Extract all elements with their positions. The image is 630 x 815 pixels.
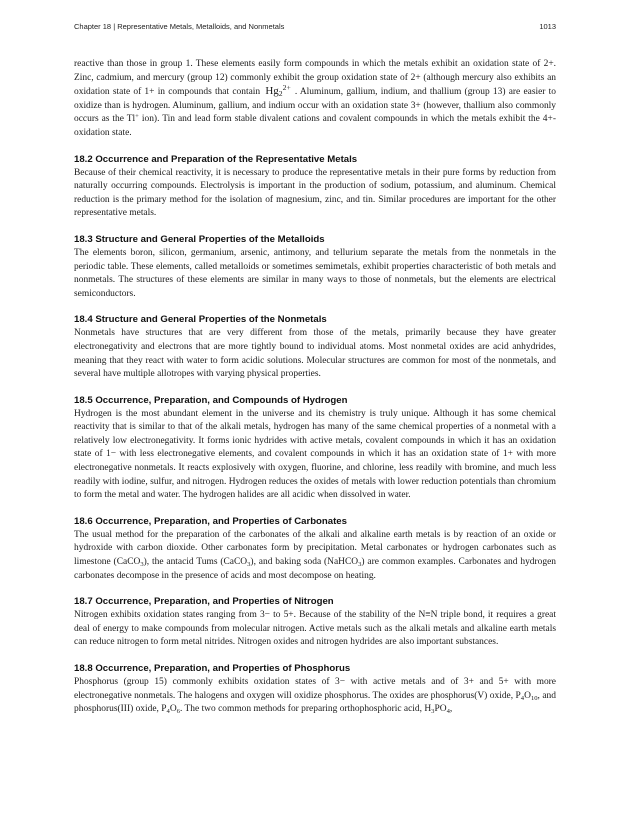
- formula-charge: 2+: [282, 83, 291, 93]
- text-run: . Aluminum, gallium, indium, and thallium (group 13) are easier to oxidize than is hydrogen. Aluminum, gallium, and indium occur with an oxidation state 3+ (however, thallium also commonly occurs as the Tl: [74, 87, 556, 125]
- formula-subscript: 4: [166, 708, 170, 716]
- section-heading: 18.7 Occurrence, Preparation, and Properties of Nitrogen: [74, 596, 334, 608]
- text-run: ) are common examples. Carbonates and hydrogen carbonates decompose in the presence of acids and most decompose on heating.: [74, 557, 557, 581]
- text-run: ,: [449, 704, 453, 715]
- formula-subscript: 2: [278, 89, 283, 99]
- section-body: The elements boron, silicon, germanium, arsenic, antimony, and tellurium separate the metals from the nonmetals in the periodic table. These elements, called metalloids or sometimes semimetals, exhibit properties characteristic of both metals and nonmetals. The structures of these elements are similar in many ways to those of nonmetals, but the elements are electrical semiconductors.: [74, 247, 556, 299]
- section-heading: 18.6 Occurrence, Preparation, and Properties of Carbonates: [74, 515, 347, 527]
- section-body: Because of their chemical reactivity, it is necessary to produce the representative metals in their pure forms by reduction from naturally occurring compounds. Electrolysis is important in the production of sodium, potassium, and aluminum. Chemical reduction is the primary method for the isolation of magnesium, zinc, and tin. Similar procedures are important for the other representative metals.: [74, 167, 556, 219]
- section-18-4: [74, 313, 556, 381]
- section-body: [74, 529, 556, 583]
- formula-subscript: 4: [446, 708, 450, 716]
- section-heading: 18.3 Structure and General Properties of the Metalloids: [74, 233, 325, 245]
- running-header: [74, 22, 556, 31]
- section-18-7: [74, 595, 556, 650]
- section-18-5: [74, 394, 556, 503]
- text-run: . The two common methods for preparing orthophosphoric acid, H: [179, 704, 432, 715]
- formula-symbol: Hg: [265, 85, 279, 98]
- formula-subscript: 3: [247, 561, 251, 569]
- text-run: O: [169, 704, 177, 715]
- text-run: ), the antacid Tums (CaCO: [143, 557, 248, 568]
- section-heading: 18.8 Occurrence, Preparation, and Properties of Phosphorus: [74, 663, 351, 674]
- section-heading: 18.5 Occurrence, Preparation, and Compounds of Hydrogen: [74, 394, 348, 406]
- formula-subscript: 6: [176, 708, 180, 716]
- thallium-charge: +: [135, 113, 139, 121]
- text-run: reactive than those in group 1. These elements easily form compounds in which the metals exhibit an oxidation state of 2+. Zinc, cadmium, and mercury (group 12) commonly exhibit the group oxidation state of 2+ (although mercury also exhibits an oxidation state of 1+ in compounds that contain: [74, 59, 556, 98]
- mercury-ion-formula: [265, 85, 290, 97]
- section-18-6: [74, 515, 556, 583]
- text-run: ion). Tin and lead form stable divalent cations and covalent compounds in which the metals exhibit the 4+-oxidation state.: [74, 114, 556, 138]
- text-run: Phosphorus (group 15) commonly exhibits oxidation states of 3− with active metals and of 3+ and 5+ with more electronegative nonmetals. The halogens and oxygen will oxidize phosphorus. The oxides are phosphorus(V) oxide, P: [74, 677, 556, 701]
- text-run: , and phosphorus(III) oxide, P: [74, 690, 556, 715]
- text-run: The usual method for the preparation of the carbonates of the alkali and alkaline earth metals is by reaction of an oxide or hydroxide with carbon dioxide. Other carbonates form by precipitation. Metal carbonates or hydrogen carbonates such as limestone (CaCO: [74, 529, 556, 568]
- text-run: ), and baking soda (NaHCO: [250, 557, 359, 568]
- page-content: [74, 58, 556, 717]
- formula-subscript: 10: [530, 694, 538, 702]
- formula-subscript: 3: [358, 561, 362, 569]
- intro-paragraph: [74, 58, 556, 141]
- section-body: [74, 676, 556, 717]
- formula-subscript: 3: [140, 561, 144, 569]
- section-body: Nonmetals have structures that are very different from those of the metals, primarily because they have greater electronegativity and electrons that are more tightly bound to individual atoms. Most nonmetal oxides are acid anhydrides, meaning that they react with water to form acidic solutions. Molecular structures are common for most of the nonmetals, and several have multiple allotropes with varying physical properties.: [74, 328, 556, 380]
- formula-subscript: 4: [520, 694, 525, 702]
- section-body: Hydrogen is the most abundant element in the universe and its chemistry is truly unique. Although it has some chemical reactivity that is similar to that of the alkali metals, hydrogen has many of the same chemical properties of a nonmetal with a relatively low electronegativity. It forms ionic hydrides with active metals, covalent compounds in which it has an oxidation state of 1− with less electronegative elements, and covalent compounds in which it has an oxidation state of 1+ with more electronegative nonmetals. It reacts explosively with oxygen, fluorine, and chlorine, less readily with bromine, and much less readily with iodine, sulfur, and nitrogen. Hydrogen reduces the oxides of metals with lower reduction potentials than chromium to form the metal and water. The hydrogen halides are all acidic when dissolved in water.: [74, 408, 556, 501]
- section-heading: 18.4 Structure and General Properties of the Nonmetals: [74, 314, 327, 326]
- section-18-3: [74, 233, 556, 301]
- formula-subscript: 3: [431, 708, 435, 716]
- section-heading: 18.2 Occurrence and Preparation of the Representative Metals: [74, 153, 358, 165]
- section-18-2: [74, 153, 556, 221]
- chapter-title: Chapter 18 | Representative Metals, Metalloids, and Nonmetals: [74, 22, 285, 31]
- page-number: 1013: [539, 22, 556, 31]
- text-run: PO: [434, 704, 447, 715]
- section-body: Nitrogen exhibits oxidation states ranging from 3− to 5+. Because of the stability of the N≡N triple bond, it requires a great deal of energy to make compounds from molecular nitrogen. Active metals such as the alkali metals and alkaline earth metals can reduce nitrogen to form metal nitrides. Nitrogen oxides and nitrogen hydrides are also important substances.: [74, 610, 556, 648]
- text-run: O: [524, 690, 531, 701]
- section-18-8: [74, 662, 556, 717]
